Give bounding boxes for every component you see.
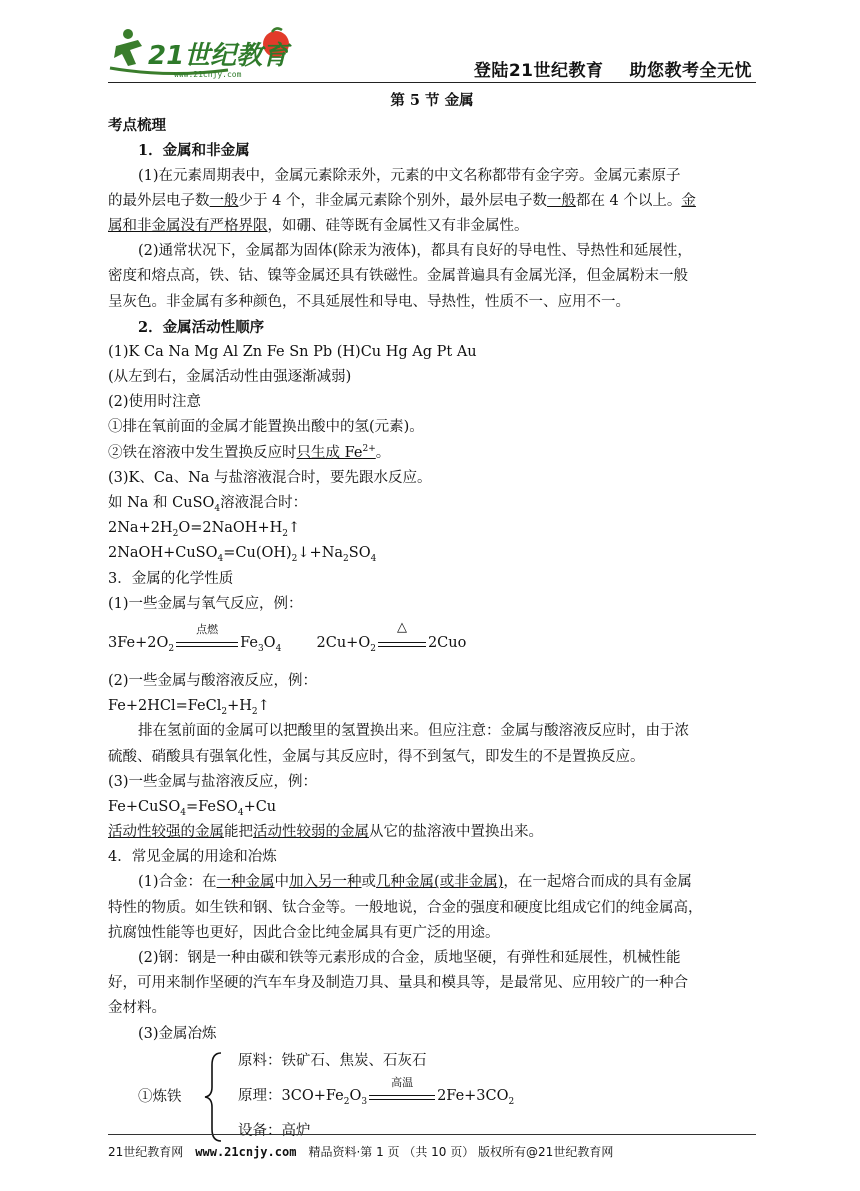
reaction-arrow-heat: △ — [376, 631, 428, 653]
logo-text: 21世纪教育 — [148, 41, 289, 71]
s3-oxygen-equations: $3Fe+2O_2$ 点燃 $Fe_3O_4$ $2Cu+O_2$ △ 2Cuo — [108, 619, 467, 654]
s2-point1: ①排在氧前面的金属才能置换出酸中的氢(元素)。 — [108, 419, 424, 436]
s3-acid-equation: $Fe+2HCl=FeCl_2+H_2↑$ — [108, 698, 270, 718]
header-slogan — [474, 56, 752, 81]
s4-title: 4．常见金属的用途和冶炼 — [108, 849, 277, 866]
s3-title: 3．金属的化学性质 — [108, 570, 234, 587]
s2-activity-series: (1)K Ca Na Mg Al Zn Fe Sn Pb (H)Cu Hg Ag Pt Au — [108, 343, 477, 360]
s2-note: (从左到右，金属活动性由强逐渐减弱) — [108, 369, 352, 386]
footer-info: 精品资料·第 1 页 （共 10 页） 版权所有@21世纪教育网 — [308, 1145, 614, 1159]
doc-title: 第 5 节 金属 — [390, 92, 474, 109]
s2-equation2: $2NaOH+CuSO_4=Cu(OH)_2↓+Na_2SO_4$ — [108, 545, 377, 565]
site-logo[interactable] — [108, 24, 298, 80]
s2-equation1: $2Na+2H_2O=2NaOH+H_2↑$ — [108, 520, 301, 540]
iron-principle: 原理：$3CO+Fe_2O_3$ 高温 $2Fe+3CO_2$ — [238, 1075, 515, 1107]
s4-smelting: (3)金属冶炼 — [138, 1025, 217, 1042]
iron-label: ①炼铁 — [138, 1088, 182, 1105]
s3-salt-equation: Fe+CuSO$_4$=FeSO$_4$+Cu — [108, 798, 277, 818]
logo-graphic — [108, 24, 298, 80]
s3-salt: (3)一些金属与盐溶液反应，例： — [108, 773, 318, 790]
page-footer — [108, 1134, 756, 1160]
s4-steel-line3: 金材料。 — [108, 1000, 166, 1017]
slogan-left: 登陆21世纪教育 — [473, 61, 604, 81]
s3-acid-note1: 排在氢前面的金属可以把酸里的氢置换出来。但应注意：金属与酸溶液反应时，由于浓 — [138, 723, 689, 740]
s1-p1-line1: (1)在元素周期表中，金属元素除汞外，元素的中文名称都带有金字旁。金属元素原子 — [138, 167, 681, 184]
s3-acid: (2)一些金属与酸溶液反应，例： — [108, 672, 318, 689]
s2-point2: ②铁在溶液中发生置换反应时只生成 $Fe^{2+}$。 — [108, 443, 391, 461]
s4-steel-line1: (2)钢：钢是一种由碳和铁等元素形成的合金，质地坚硬，有弹性和延展性，机械性能 — [138, 950, 681, 966]
reaction-arrow-ignite: 点燃 — [174, 631, 240, 653]
s1-title: 1．金属和非金属 — [138, 142, 250, 160]
iron-equipment: 设备：高炉 — [238, 1122, 311, 1139]
s4-steel-line2: 好，可用来制作坚硬的汽车车身及制造刀具、量具和模具等，是最常见、应用较广的一种合 — [108, 975, 688, 992]
s1-p2-line2: 密度和熔点高，铁、钴、镍等金属还具有铁磁性。金属普遍具有金属光泽，但金属粉末一般 — [108, 268, 688, 285]
s4-alloy-line3: 抗腐蚀性能等也更好，因此合金比纯金属具有更广泛的用途。 — [108, 924, 500, 941]
document-body — [108, 88, 756, 1149]
s1-p2-line3: 呈灰色。非金属有多种颜色，不具延展性和导电、导热性，性质不一、应用不一。 — [108, 293, 630, 310]
footer-site-name: 21世纪教育网 — [108, 1145, 184, 1159]
s3-salt-rule: 活动性较强的金属能把活动性较弱的金属从它的盐溶液中置换出来。 — [108, 824, 543, 841]
s2-usage: (2)使用时注意 — [108, 394, 202, 411]
s4-alloy-line1: (1)合金：在一种金属中加入另一种或几种金属(或非金属)，在一起熔合而成的具有金属 — [138, 874, 692, 891]
s1-p1-line3: 属和非金属没有严格界限，如硼、硅等既有金属性又有非金属性。 — [108, 217, 529, 234]
logo-url: www.21cnjy.com — [174, 70, 242, 79]
s2-point3: (3)K、Ca、Na 与盐溶液混合时，要先跟水反应。 — [108, 469, 432, 486]
s2-example: 如 Na 和 CuSO$_4$溶液混合时： — [108, 495, 308, 514]
reaction-arrow-high-temp: 高温 — [367, 1084, 437, 1106]
s1-p1-line2: 的最外层电子数一般少于 4 个，非金属元素除个别外，最外层电子数一般都在 4 个以上。金 — [108, 192, 696, 209]
page-header — [108, 20, 756, 83]
iron-materials: 原料：铁矿石、焦炭、石灰石 — [238, 1052, 427, 1069]
brace-icon — [203, 1051, 225, 1143]
s4-alloy-line2: 特性的物质。如生铁和钢、钛合金等。一般地说，合金的强度和硬度比组成它们的纯金属高， — [108, 899, 703, 916]
s3-oxygen: (1)一些金属与氧气反应，例： — [108, 595, 303, 612]
slogan-right: 助您教考全无忧 — [629, 61, 752, 81]
footer-site-url[interactable]: www.21cnjy.com — [195, 1145, 297, 1159]
s3-acid-note2: 硫酸、硝酸具有强氧化性，金属与其反应时，得不到氢气，即发生的不是置换反应。 — [108, 748, 645, 765]
s2-title: 2．金属活动性顺序 — [138, 318, 265, 336]
s1-p2-line1: (2)通常状况下，金属都为固体(除汞为液体)，都具有良好的导电性、导热性和延展性， — [138, 243, 692, 260]
section-heading: 考点梳理 — [108, 117, 166, 135]
